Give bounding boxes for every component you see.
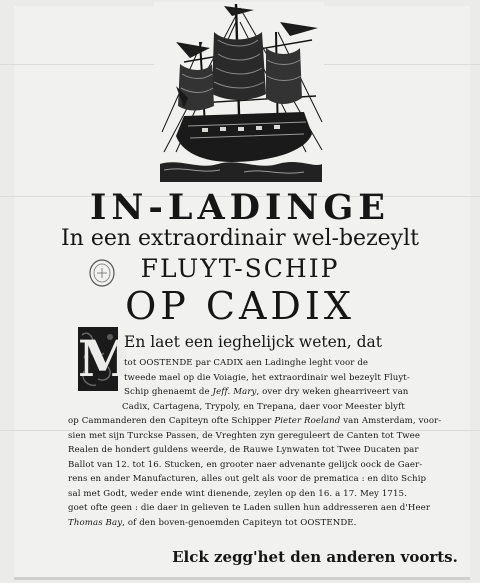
- body-line: sal met Godt, weder ende wint dienende, zeylen op den 16. a 17. Mey 1715.: [68, 488, 407, 499]
- body-line: goet ofte geen : die daer in gelieven te Laden sullen hun addresseren aen d'Heer: [68, 503, 431, 514]
- body-line: op Cammanderen den Capiteyn ofte Schipper Pieter Roeland van Amsterdam, voor-: [68, 416, 442, 427]
- lead-text: En laet een ieghelijck weten, dat: [124, 333, 383, 351]
- closing-motto: Elck zegg'het den anderen voorts.: [172, 548, 458, 566]
- poster-subtitle: In een extraordinair wel-bezeylt: [60, 226, 419, 251]
- body-line: tot OOSTENDE par CADIX aen Ladinghe leght voor de: [124, 358, 369, 368]
- poster-title: IN-LADINGE: [90, 187, 390, 228]
- body-line: Schip ghenaemt de Jeff. Mary, over dry weken ghearriveert van: [124, 387, 409, 398]
- destination-heading: OP CADIX: [125, 284, 355, 328]
- library-stamp-icon: [88, 258, 116, 288]
- initial-letter: M: [78, 329, 134, 388]
- announcement-body: [68, 356, 478, 531]
- ship-type-heading: FLUYT-SCHIP: [140, 254, 340, 283]
- body-line: Thomas Bay, of den boven-genoemden Capiteyn tot OOSTENDE.: [68, 518, 357, 529]
- body-line: rens en ander Manufacturen, alles out gelt als voor de prematica : en dito Schip: [68, 474, 427, 485]
- page-edge: [14, 577, 470, 580]
- ship-woodcut-icon: [154, 2, 324, 182]
- body-line: Cadix, Cartagena, Trypoly, en Trepana, daer voor Meester blyft: [122, 401, 405, 412]
- body-line: sien met sijn Turckse Passen, de Vreghten zyn gereguleert de Canten tot Twee: [68, 430, 421, 441]
- body-line: Realen de hondert guldens weerde, de Rauwe Lynwaten tot Twee Ducaten par: [68, 445, 419, 456]
- body-line: tweede mael op die Voiagie, het extraordinair wel bezeylt Fluyt-: [124, 372, 410, 383]
- body-line: Ballot van 12. tot 16. Stucken, en grooter naer advenante gelijck oock de Gaer-: [68, 459, 423, 470]
